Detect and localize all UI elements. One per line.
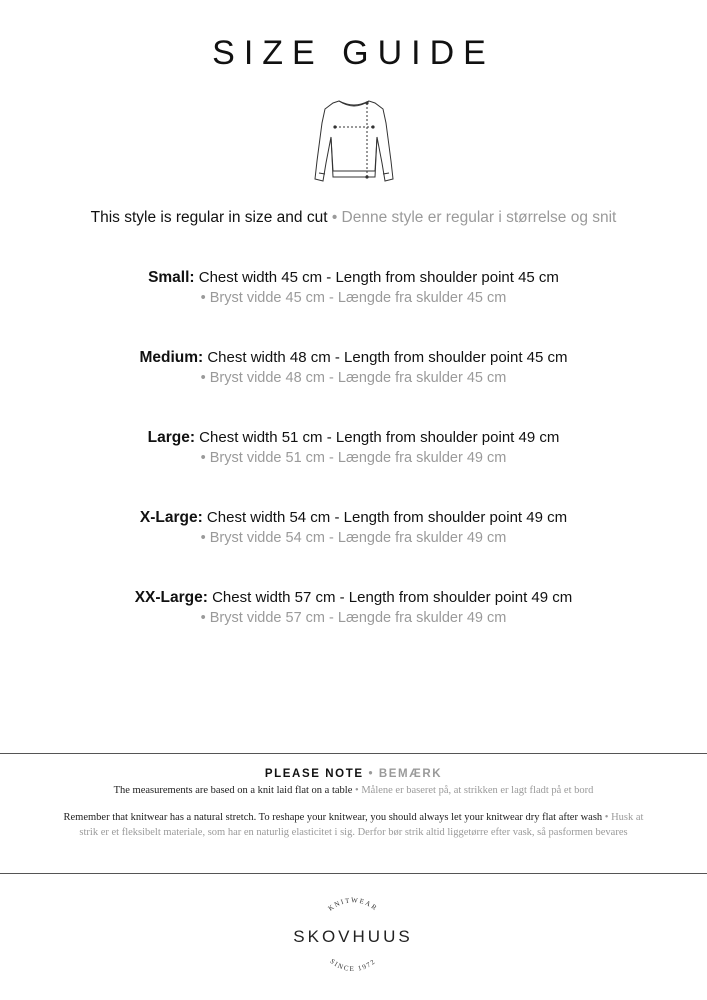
- sweater-measurement-icon: [311, 97, 397, 185]
- note-title-da: • BEMÆRK: [368, 768, 443, 780]
- size-desc-en: Chest width 48 cm - Length from shoulder point 45 cm: [207, 349, 568, 366]
- size-desc-en: Chest width 54 cm - Length from shoulder point 49 cm: [206, 509, 568, 526]
- note-p2-en: Remember that knitwear has a natural stretch. To reshape your knitwear, you should always let your knitwear dry flat after wash: [63, 812, 603, 823]
- note-paragraph-1: [0, 783, 707, 798]
- note-paragraph-2: [64, 810, 644, 840]
- svg-text:SINCE 1972: [328, 957, 377, 973]
- divider-top: [0, 753, 707, 754]
- size-label: Small:: [148, 269, 195, 286]
- logo-top-arc: KNITWEAR: [326, 896, 380, 913]
- note-p1-da: • Målene er baseret på, at strikken er lagt fladt på et bord: [355, 785, 594, 796]
- size-label: Large:: [147, 429, 195, 446]
- logo-brand: SKOVHUUS: [293, 927, 413, 946]
- intro-text: [0, 209, 707, 227]
- size-xx-large: [0, 588, 707, 628]
- size-desc-da: • Bryst vidde 45 cm - Længde fra skulder 45 cm: [200, 290, 507, 306]
- size-desc-en: Chest width 57 cm - Length from shoulder point 49 cm: [212, 589, 573, 606]
- size-large: [0, 428, 707, 468]
- note-heading: [0, 768, 707, 780]
- size-desc-en: Chest width 45 cm - Length from shoulder point 45 cm: [198, 269, 559, 286]
- size-desc-en: Chest width 51 cm - Length from shoulder point 49 cm: [199, 429, 560, 446]
- size-desc-da: • Bryst vidde 57 cm - Længde fra skulder 49 cm: [200, 610, 507, 626]
- size-label: XX-Large:: [134, 589, 208, 606]
- size-desc-da: • Bryst vidde 54 cm - Længde fra skulder 49 cm: [200, 530, 507, 546]
- note-p2-da: • Husk at strik er et fleksibelt materiale, som har en naturlig elasticitet i sig. Derfor bør strik altid liggetørre efter vask, så pasformen bevares: [79, 812, 644, 838]
- size-medium: [0, 348, 707, 388]
- brand-logo: [273, 895, 433, 975]
- intro-da: • Denne style er regular i størrelse og snit: [331, 209, 617, 226]
- svg-text:KNITWEAR: [327, 896, 380, 912]
- size-label: Medium:: [139, 349, 204, 366]
- divider-bottom: [0, 873, 707, 874]
- size-desc-da: • Bryst vidde 48 cm - Længde fra skulder 45 cm: [200, 370, 507, 386]
- page-title: SIZE GUIDE: [212, 34, 495, 72]
- intro-en: This style is regular in size and cut: [90, 209, 328, 226]
- size-small: [0, 268, 707, 308]
- size-desc-da: • Bryst vidde 51 cm - Længde fra skulder 49 cm: [200, 450, 507, 466]
- logo-bottom-arc: SINCE 1972: [328, 957, 378, 974]
- note-section: [0, 768, 707, 840]
- size-x-large: [0, 508, 707, 548]
- size-label: X-Large:: [139, 509, 203, 526]
- note-p1-en: The measurements are based on a knit laid flat on a table: [113, 785, 353, 796]
- note-title: PLEASE NOTE: [264, 768, 364, 780]
